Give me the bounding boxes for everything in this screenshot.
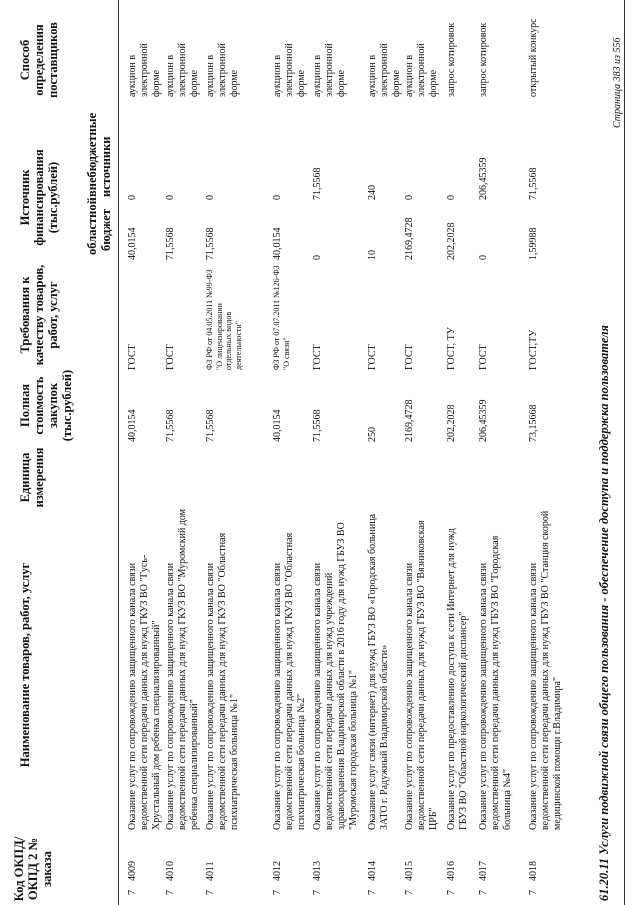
section-code: 61.20.11: [597, 857, 611, 901]
row-source-vne: 0: [205, 195, 216, 200]
row-number: 4010: [165, 861, 176, 881]
page-number: Страница 383 из 556: [612, 37, 623, 128]
row-source-obl: 71,5568: [205, 227, 216, 260]
row-cost: 40,0154: [272, 409, 283, 442]
row-method: запрос котировок: [478, 22, 489, 97]
row-name: Оказание услуг по сопровождению защищенного канала связи ведомственной сети передачи данных для нужд ГКУЗ ВО "Муромский дом ребенка специализированный": [165, 508, 200, 830]
row-cost: 202,2028: [446, 404, 457, 442]
col-header-code: Код ОКПД/ ОКПД 2 № заказа: [12, 836, 54, 902]
row-requirements: ГОСТ,ТУ: [528, 329, 539, 370]
row-cost: 2169,4728: [404, 399, 415, 442]
row-method: аукцион в электронной форме: [272, 43, 307, 97]
row-code: 7: [272, 890, 283, 895]
row-source-vne: 0: [165, 195, 176, 200]
row-name: Оказание услуг связи (интернет) для нужд ГБУЗ ВО «Городская больница ЗАТО г. Радужный Владимирской области»: [367, 514, 390, 830]
bottom-rule: [624, 0, 625, 905]
row-number: 4015: [404, 861, 415, 881]
row-source-vne: 206,45359: [478, 157, 489, 200]
row-name: Оказание услуг по предоставлению доступа к сети Интернет для нужд ГБУЗ ВО "Областной наркологический диспансер": [446, 528, 469, 830]
row-requirements: ФЗ РФ от 07.07.2011 №126-ФЗ "О связи": [272, 265, 291, 370]
col-header-source: Источник финансирования (тыс.рублей): [18, 149, 60, 246]
col-header-name: Наименование товаров, работ, услуг: [18, 562, 32, 768]
row-code: 7: [165, 890, 176, 895]
row-source-vne: 0: [272, 195, 283, 200]
row-name: Оказание услуг по сопровождению защищенного канала связи ведомственной сети передачи данных для нужд ГБУЗ ВО "Вязниковская ЦРБ": [404, 520, 439, 830]
row-method: аукцион в электронной форме: [165, 43, 200, 97]
row-source-obl: 0: [478, 255, 489, 260]
row-code: 7: [127, 890, 138, 895]
row-cost: 206,45359: [478, 399, 489, 442]
row-number: 4016: [446, 861, 457, 881]
row-source-obl: 202,2028: [446, 222, 457, 260]
row-source-obl: 2169,4728: [404, 217, 415, 260]
row-code: 7: [404, 890, 415, 895]
row-source-vne: 0: [404, 195, 415, 200]
row-source-vne: 0: [127, 195, 138, 200]
row-method: открытый конкурс: [528, 18, 539, 97]
row-number: 4009: [127, 861, 138, 881]
col-header-unit: Единица измерения: [18, 447, 46, 508]
row-name: Оказание услуг по сопровождению защищенного канала связи ведомственной сети передачи данных для нужд учреждений здравоохранения Владимирской области в 2016 году для нужд ГБУЗ ВО "Муромская городская больница №1": [312, 522, 359, 830]
row-source-obl: 40,0154: [272, 227, 283, 260]
row-source-obl: 10: [367, 250, 378, 260]
row-method: аукцион в электронной форме: [404, 43, 439, 97]
row-cost: 73,15668: [528, 404, 539, 442]
row-code: 7: [367, 890, 378, 895]
row-code: 7: [446, 890, 457, 895]
row-cost: 40,0154: [127, 409, 138, 442]
row-source-obl: 40,0154: [127, 227, 138, 260]
col-header-source-vne: внебюджетные источники: [85, 112, 113, 197]
row-name: Оказание услуг по сопровождению защищенного канала связи ведомственной сети передачи данных для нужд ГКУЗ ВО "Областная психиатрическая больница №2": [272, 532, 307, 830]
col-header-requirements: Требования к качеству товаров, работ, услуг: [18, 264, 60, 366]
row-requirements: ГОСТ: [127, 344, 138, 370]
row-name: Оказание услуг по сопровождению защищенного канала связи ведомственной сети передачи данных для нужд ГКУЗ ВО "Гусь-Хрустальный дом ребенка специализированный": [127, 554, 162, 830]
row-source-obl: 1,59988: [528, 227, 539, 260]
row-code: 7: [478, 890, 489, 895]
row-name: Оказание услуг по сопровождению защищенного канала связи ведомственной сети передачи данных для нужд ГБУЗ ВО "Станция скорой медицинской помощи г.Владимира": [528, 510, 563, 830]
row-method: аукцион в электронной форме: [367, 43, 402, 97]
row-method: аукцион в электронной форме: [127, 43, 162, 97]
row-code: 7: [205, 890, 216, 895]
row-source-vne: 0: [446, 195, 457, 200]
row-number: 4017: [478, 861, 489, 881]
row-number: 4014: [367, 861, 378, 881]
row-number: 4012: [272, 861, 283, 881]
col-header-source-obl: областной бюджет: [85, 197, 113, 255]
col-header-method: Способ определения поставщиков: [18, 22, 60, 98]
row-requirements: ГОСТ: [165, 344, 176, 370]
row-requirements: ГОСТ: [478, 344, 489, 370]
row-source-vne: 71,5568: [528, 167, 539, 200]
col-header-cost: Полная стоимость закупок (тыс.рублей): [18, 369, 74, 442]
row-cost: 71,5568: [312, 409, 323, 442]
section-text: Услуги подвижной связи общего пользования - обеспечение доступа и поддержка пользователя: [597, 325, 611, 855]
row-source-vne: 71,5568: [312, 167, 323, 200]
header-rule: [118, 0, 119, 905]
row-requirements: ГОСТ, ТУ: [446, 327, 457, 370]
row-name: Оказание услуг по сопровождению защищенного канала связи ведомственной сети передачи данных для нужд ГКУЗ ВО "Областная психиатрическая больница №1": [205, 532, 240, 830]
row-cost: 71,5568: [165, 409, 176, 442]
row-cost: 250: [367, 427, 378, 442]
row-number: 4018: [528, 861, 539, 881]
row-source-vne: 240: [367, 185, 378, 200]
row-name: Оказание услуг по сопровождению защищенного канала связи ведомственной сети передачи данных для нужд ГБУЗ ВО "Городская больница №4": [478, 535, 513, 830]
row-method: запрос котировок: [446, 22, 457, 97]
row-requirements: ГОСТ: [312, 344, 323, 370]
row-code: 7: [312, 890, 323, 895]
row-number: 4011: [205, 861, 216, 881]
row-code: 7: [528, 890, 539, 895]
row-source-obl: 0: [312, 255, 323, 260]
section-heading: [597, 325, 612, 901]
row-method: аукцион в электронной форме: [205, 43, 240, 97]
row-cost: 71,5568: [205, 409, 216, 442]
row-requirements: ГОСТ: [367, 344, 378, 370]
row-number: 4013: [312, 861, 323, 881]
row-requirements: ФЗ РФ от 04.05.2011 №99-ФЗ "О лицензировании отдельных видов деятельности": [205, 269, 243, 370]
row-method: аукцион в электронной форме: [312, 43, 347, 97]
row-source-obl: 71,5568: [165, 227, 176, 260]
row-requirements: ГОСТ: [404, 344, 415, 370]
